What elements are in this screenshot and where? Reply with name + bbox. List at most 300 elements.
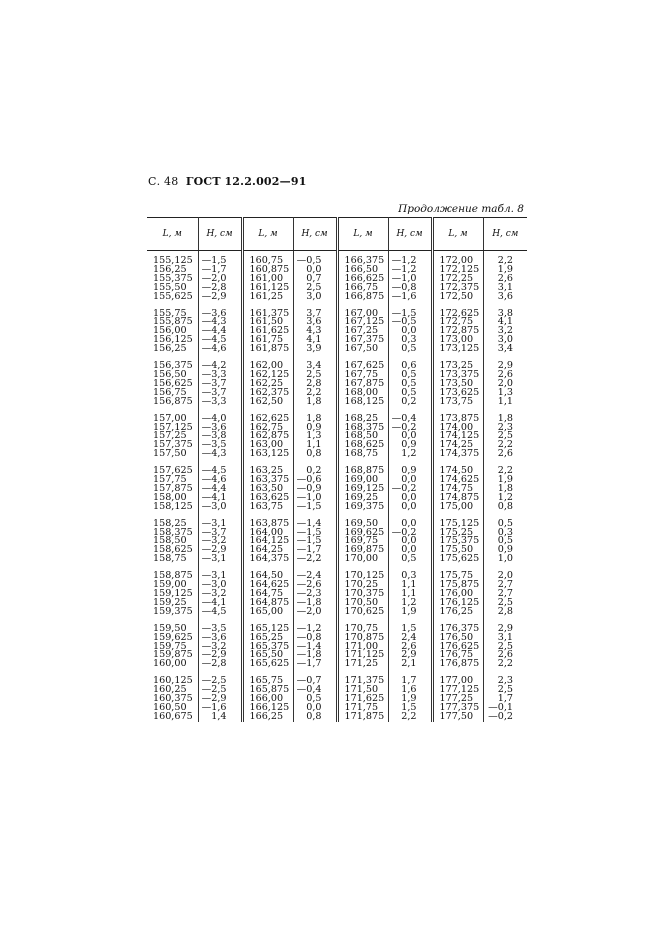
length-cell: 173,875 — [432, 407, 483, 424]
height-cell: 2,2 — [497, 465, 513, 477]
length-cell: 167,125 — [337, 318, 388, 327]
length-cell: 155,75 — [147, 302, 198, 319]
height-cell: —4,6 — [198, 476, 242, 485]
height-cell: —1,5 — [293, 503, 337, 512]
length-cell: 176,125 — [432, 599, 483, 608]
height-cell: —4,1 — [198, 494, 242, 503]
table-row — [147, 660, 527, 669]
height-cell: 0,2 — [388, 398, 432, 407]
height-cell: 2,9 — [388, 651, 432, 660]
height-cell: 3,1 — [497, 281, 513, 293]
height-cell: —1,6 — [198, 704, 242, 713]
length-cell: 157,375 — [147, 441, 198, 450]
length-cell: 162,875 — [242, 432, 293, 441]
height-cell: 0,5 — [388, 389, 432, 398]
height-cell: 2,3 — [497, 675, 513, 687]
length-cell: 155,125 — [147, 251, 198, 266]
height-cell: 0,8 — [497, 500, 513, 512]
length-cell: 169,75 — [337, 537, 388, 546]
length-cell: 156,375 — [147, 354, 198, 371]
table-row — [147, 713, 527, 722]
table-row — [147, 398, 527, 407]
length-cell: 163,00 — [242, 441, 293, 450]
length-cell: 171,625 — [337, 695, 388, 704]
height-cell: —1,5 — [198, 251, 242, 266]
length-cell: 161,625 — [242, 327, 293, 336]
height-cell: 0,5 — [497, 535, 513, 547]
length-cell: 157,00 — [147, 407, 198, 424]
length-cell: 162,25 — [242, 380, 293, 389]
length-cell: 155,625 — [147, 293, 198, 302]
length-cell: 158,625 — [147, 546, 198, 555]
height-cell: —0,5 — [388, 318, 432, 327]
length-cell: 161,50 — [242, 318, 293, 327]
length-cell: 158,50 — [147, 537, 198, 546]
length-cell: 166,875 — [337, 293, 388, 302]
table-row — [147, 608, 527, 617]
column-header: H, см — [388, 218, 432, 251]
height-cell: 3,7 — [293, 302, 337, 319]
height-cell: —0,2 — [388, 485, 432, 494]
length-cell: 164,00 — [242, 529, 293, 538]
height-cell: —1,2 — [388, 266, 432, 275]
length-cell: 170,125 — [337, 564, 388, 581]
height-cell: —2,5 — [198, 669, 242, 686]
length-cell: 168,75 — [337, 450, 388, 459]
length-cell: 164,375 — [242, 555, 293, 564]
height-cell: 0,0 — [388, 327, 432, 336]
height-cell: 2,5 — [497, 430, 513, 442]
length-cell: 177,00 — [432, 669, 483, 686]
height-cell: 2,4 — [388, 634, 432, 643]
column-header: L, м — [242, 218, 293, 251]
height-cell: —3,6 — [198, 634, 242, 643]
height-cell: —2,6 — [293, 581, 337, 590]
height-cell: 2,6 — [497, 368, 513, 380]
length-cell: 175,625 — [432, 555, 483, 564]
length-cell: 163,25 — [242, 459, 293, 476]
height-cell: 0,3 — [388, 336, 432, 345]
height-cell: 2,1 — [388, 660, 432, 669]
length-cell: 159,50 — [147, 617, 198, 634]
length-cell: 162,375 — [242, 389, 293, 398]
height-cell: —4,2 — [198, 354, 242, 371]
length-cell: 177,25 — [432, 695, 483, 704]
height-cell: —0,5 — [293, 251, 337, 266]
height-cell: 0,8 — [293, 713, 337, 722]
height-cell: —1,7 — [293, 660, 337, 669]
height-cell: 2,5 — [293, 284, 337, 293]
length-cell: 173,75 — [432, 398, 483, 407]
height-cell: —2,2 — [293, 555, 337, 564]
height-cell: —4,4 — [198, 485, 242, 494]
length-cell: 174,75 — [432, 485, 483, 494]
length-cell: 158,00 — [147, 494, 198, 503]
height-cell: —4,5 — [198, 608, 242, 617]
length-cell: 160,25 — [147, 686, 198, 695]
height-cell: 3,1 — [497, 631, 513, 643]
length-cell: 157,625 — [147, 459, 198, 476]
length-cell: 157,50 — [147, 450, 198, 459]
length-cell: 167,375 — [337, 336, 388, 345]
height-cell: 1,8 — [497, 482, 513, 494]
length-cell: 160,00 — [147, 660, 198, 669]
length-cell: 173,125 — [432, 345, 483, 354]
length-cell: 167,875 — [337, 380, 388, 389]
height-cell: 2,5 — [497, 684, 513, 696]
length-cell: 175,25 — [432, 529, 483, 538]
length-cell: 166,375 — [337, 251, 388, 266]
length-cell: 170,50 — [337, 599, 388, 608]
length-cell: 159,75 — [147, 643, 198, 652]
length-cell: 172,75 — [432, 318, 483, 327]
height-cell: —1,6 — [388, 293, 432, 302]
length-cell: 165,75 — [242, 669, 293, 686]
height-cell: —2,5 — [198, 686, 242, 695]
length-cell: 167,625 — [337, 354, 388, 371]
height-cell: 1,5 — [388, 617, 432, 634]
column-header: L, м — [432, 218, 483, 251]
height-cell: —3,7 — [198, 389, 242, 398]
height-cell: 1,6 — [388, 686, 432, 695]
table-row — [147, 555, 527, 564]
length-cell: 176,625 — [432, 643, 483, 652]
height-cell: 1,1 — [497, 395, 513, 407]
length-cell: 157,125 — [147, 424, 198, 433]
table-row — [147, 450, 527, 459]
length-cell: 161,125 — [242, 284, 293, 293]
length-cell: 166,25 — [242, 713, 293, 722]
length-cell: 159,00 — [147, 581, 198, 590]
length-cell: 169,00 — [337, 476, 388, 485]
height-cell: 1,9 — [497, 263, 513, 275]
height-cell: —0,6 — [293, 476, 337, 485]
length-cell: 172,625 — [432, 302, 483, 319]
length-cell: 162,50 — [242, 398, 293, 407]
length-cell: 175,875 — [432, 581, 483, 590]
height-cell: —1,7 — [293, 546, 337, 555]
height-cell: 3,4 — [293, 354, 337, 371]
length-cell: 165,25 — [242, 634, 293, 643]
length-cell: 166,00 — [242, 695, 293, 704]
length-cell: 156,75 — [147, 389, 198, 398]
page-number: С. 48 — [148, 175, 179, 188]
height-cell: —3,0 — [198, 503, 242, 512]
length-cell: 168,875 — [337, 459, 388, 476]
height-cell: —2,0 — [198, 275, 242, 284]
length-cell: 175,125 — [432, 512, 483, 529]
height-cell: —2,9 — [198, 293, 242, 302]
length-cell: 166,75 — [337, 284, 388, 293]
length-cell: 162,625 — [242, 407, 293, 424]
length-cell: 174,50 — [432, 459, 483, 476]
height-cell: 1,1 — [293, 441, 337, 450]
length-cell: 156,25 — [147, 345, 198, 354]
height-cell: —3,1 — [198, 512, 242, 529]
page-header — [148, 175, 307, 188]
height-cell: —4,0 — [198, 407, 242, 424]
length-cell: 173,50 — [432, 380, 483, 389]
height-cell: 1,1 — [388, 590, 432, 599]
height-cell: —4,3 — [198, 450, 242, 459]
height-cell: 3,6 — [497, 290, 513, 302]
table-body — [147, 251, 527, 722]
height-cell: 3,0 — [293, 293, 337, 302]
height-cell: 3,2 — [497, 325, 513, 337]
height-cell: 2,2 — [293, 389, 337, 398]
length-cell: 161,75 — [242, 336, 293, 345]
height-cell: —2,9 — [198, 546, 242, 555]
length-cell: 156,25 — [147, 266, 198, 275]
height-cell: —0,2 — [388, 529, 432, 538]
table-row — [147, 345, 527, 354]
height-cell: 4,1 — [293, 336, 337, 345]
height-cell: 1,8 — [497, 412, 513, 424]
length-cell: 169,875 — [337, 546, 388, 555]
length-cell: 159,625 — [147, 634, 198, 643]
height-cell: 2,0 — [497, 377, 513, 389]
height-cell: —2,8 — [198, 660, 242, 669]
length-cell: 155,375 — [147, 275, 198, 284]
length-cell: 171,25 — [337, 660, 388, 669]
height-cell: 1,8 — [293, 407, 337, 424]
length-cell: 172,00 — [432, 251, 483, 266]
height-cell: —4,6 — [198, 345, 242, 354]
length-cell: 169,625 — [337, 529, 388, 538]
standard-code: ГОСТ — [185, 175, 221, 188]
height-cell: —3,0 — [198, 581, 242, 590]
length-cell: 170,875 — [337, 634, 388, 643]
length-cell: 169,50 — [337, 512, 388, 529]
height-cell: —3,7 — [198, 380, 242, 389]
length-cell: 176,50 — [432, 634, 483, 643]
length-cell: 157,875 — [147, 485, 198, 494]
height-cell: 1,4 — [198, 713, 242, 722]
column-header: L, м — [147, 218, 198, 251]
height-cell: —3,1 — [198, 564, 242, 581]
length-cell: 170,625 — [337, 608, 388, 617]
height-cell: 0,0 — [388, 432, 432, 441]
height-cell: 0,9 — [388, 459, 432, 476]
height-cell: 0,0 — [388, 476, 432, 485]
length-cell: 169,375 — [337, 503, 388, 512]
length-cell: 156,875 — [147, 398, 198, 407]
height-cell: 3,9 — [293, 345, 337, 354]
length-cell: 164,625 — [242, 581, 293, 590]
length-cell: 156,50 — [147, 371, 198, 380]
length-cell: 160,75 — [242, 251, 293, 266]
length-cell: 172,125 — [432, 266, 483, 275]
height-cell: 0,5 — [497, 517, 513, 529]
height-cell: 2,3 — [497, 421, 513, 433]
length-cell: 173,375 — [432, 371, 483, 380]
height-cell: —2,9 — [198, 695, 242, 704]
length-cell: 160,50 — [147, 704, 198, 713]
height-cell: —1,5 — [293, 537, 337, 546]
length-cell: 173,00 — [432, 336, 483, 345]
column-header: H, см — [483, 218, 527, 251]
length-cell: 177,125 — [432, 686, 483, 695]
height-cell: 1,5 — [388, 704, 432, 713]
height-cell: 1,2 — [388, 599, 432, 608]
height-cell: —4,1 — [198, 599, 242, 608]
height-cell: 2,2 — [497, 439, 513, 451]
length-cell: 158,875 — [147, 564, 198, 581]
height-cell: —3,1 — [198, 555, 242, 564]
height-cell: 0,0 — [388, 494, 432, 503]
length-cell: 160,125 — [147, 669, 198, 686]
height-cell: 2,6 — [497, 448, 513, 460]
length-cell: 160,675 — [147, 713, 198, 722]
height-cell: 2,5 — [293, 371, 337, 380]
height-cell: —1,7 — [198, 266, 242, 275]
length-cell: 167,50 — [337, 345, 388, 354]
column-header: H, см — [293, 218, 337, 251]
height-cell: 2,8 — [497, 605, 513, 617]
length-cell: 170,375 — [337, 590, 388, 599]
height-cell: 3,8 — [497, 307, 513, 319]
length-cell: 165,125 — [242, 617, 293, 634]
length-cell: 174,625 — [432, 476, 483, 485]
height-cell: 0,9 — [293, 424, 337, 433]
height-cell: —0,4 — [293, 686, 337, 695]
height-cell: 0,3 — [497, 526, 513, 538]
height-cell: —1,4 — [293, 643, 337, 652]
length-cell: 162,125 — [242, 371, 293, 380]
length-cell: 171,125 — [337, 651, 388, 660]
height-cell: 1,8 — [293, 398, 337, 407]
length-cell: 169,125 — [337, 485, 388, 494]
height-cell: 2,2 — [388, 713, 432, 722]
height-cell: —1,2 — [388, 251, 432, 266]
height-cell: —1,4 — [293, 512, 337, 529]
height-cell: 1,3 — [293, 432, 337, 441]
height-cell: 2,9 — [497, 622, 513, 634]
length-cell: 165,50 — [242, 651, 293, 660]
table-row — [147, 503, 527, 512]
length-cell: 162,75 — [242, 424, 293, 433]
length-cell: 159,875 — [147, 651, 198, 660]
length-cell: 163,75 — [242, 503, 293, 512]
height-cell: —1,0 — [388, 275, 432, 284]
height-cell: —1,5 — [388, 302, 432, 319]
column-header: H, см — [198, 218, 242, 251]
length-cell: 168,375 — [337, 424, 388, 433]
height-cell: 2,8 — [293, 380, 337, 389]
length-cell: 163,50 — [242, 485, 293, 494]
table-row — [147, 293, 527, 302]
length-cell: 162,00 — [242, 354, 293, 371]
length-cell: 171,375 — [337, 669, 388, 686]
length-cell: 158,25 — [147, 512, 198, 529]
height-cell: —0,7 — [293, 669, 337, 686]
height-cell: —0,8 — [388, 284, 432, 293]
height-cell: 0,0 — [388, 503, 432, 512]
length-cell: 172,375 — [432, 284, 483, 293]
length-cell: 155,875 — [147, 318, 198, 327]
height-cell: 2,7 — [497, 579, 513, 591]
length-cell: 172,50 — [432, 293, 483, 302]
height-cell: —2,9 — [198, 651, 242, 660]
length-cell: 163,375 — [242, 476, 293, 485]
height-cell: 2,6 — [388, 643, 432, 652]
height-cell: —3,2 — [198, 590, 242, 599]
height-cell: 1,9 — [497, 474, 513, 486]
height-cell: 2,6 — [497, 649, 513, 661]
length-cell: 159,125 — [147, 590, 198, 599]
table-row — [147, 407, 527, 424]
height-cell: 0,5 — [388, 555, 432, 564]
height-cell: 4,3 — [293, 327, 337, 336]
height-cell: 1,9 — [388, 695, 432, 704]
height-cell: 1,7 — [388, 669, 432, 686]
length-cell: 163,875 — [242, 512, 293, 529]
height-cell: 2,7 — [497, 588, 513, 599]
height-cell: 2,6 — [497, 272, 513, 284]
height-cell: —3,3 — [198, 371, 242, 380]
height-cell: 2,2 — [497, 658, 513, 670]
height-cell: —4,4 — [198, 327, 242, 336]
height-cell: —1,8 — [293, 651, 337, 660]
length-cell: 171,00 — [337, 643, 388, 652]
height-cell: 2,5 — [497, 640, 513, 652]
length-cell: 160,875 — [242, 266, 293, 275]
length-cell: 174,25 — [432, 441, 483, 450]
length-cell: 168,25 — [337, 407, 388, 424]
length-cell: 170,00 — [337, 555, 388, 564]
length-cell: 156,125 — [147, 336, 198, 345]
length-cell: 160,375 — [147, 695, 198, 704]
length-cell: 173,25 — [432, 354, 483, 371]
length-cell: 168,00 — [337, 389, 388, 398]
length-cell: 175,75 — [432, 564, 483, 581]
length-cell: 156,00 — [147, 327, 198, 336]
height-cell: —3,7 — [198, 529, 242, 538]
height-cell: —0,2 — [488, 710, 513, 722]
height-cell: —0,4 — [388, 407, 432, 424]
length-cell: 166,625 — [337, 275, 388, 284]
length-cell: 158,375 — [147, 529, 198, 538]
length-cell: 165,00 — [242, 608, 293, 617]
length-cell: 163,625 — [242, 494, 293, 503]
length-cell: 157,75 — [147, 476, 198, 485]
length-cell: 161,875 — [242, 345, 293, 354]
height-cell: —2,4 — [293, 564, 337, 581]
height-cell: 0,0 — [388, 537, 432, 546]
length-cell: 170,25 — [337, 581, 388, 590]
standard-number: 12.2.002—91 — [224, 175, 307, 188]
length-cell: 172,875 — [432, 327, 483, 336]
data-table — [147, 217, 527, 722]
length-cell: 164,125 — [242, 537, 293, 546]
length-cell: 177,50 — [432, 713, 483, 722]
height-cell: 0,9 — [388, 441, 432, 450]
table-header-row — [147, 218, 527, 251]
height-cell: 0,7 — [293, 275, 337, 284]
length-cell: 167,00 — [337, 302, 388, 319]
length-cell: 175,00 — [432, 503, 483, 512]
length-cell: 176,00 — [432, 590, 483, 599]
height-cell: 1,7 — [497, 693, 513, 705]
height-cell: —0,1 — [488, 701, 513, 713]
height-cell: —3,6 — [198, 302, 242, 319]
height-cell: 2,0 — [497, 570, 513, 582]
length-cell: 156,625 — [147, 380, 198, 389]
length-cell: 174,375 — [432, 450, 483, 459]
column-header: L, м — [337, 218, 388, 251]
length-cell: 157,25 — [147, 432, 198, 441]
height-cell: —1,5 — [293, 529, 337, 538]
